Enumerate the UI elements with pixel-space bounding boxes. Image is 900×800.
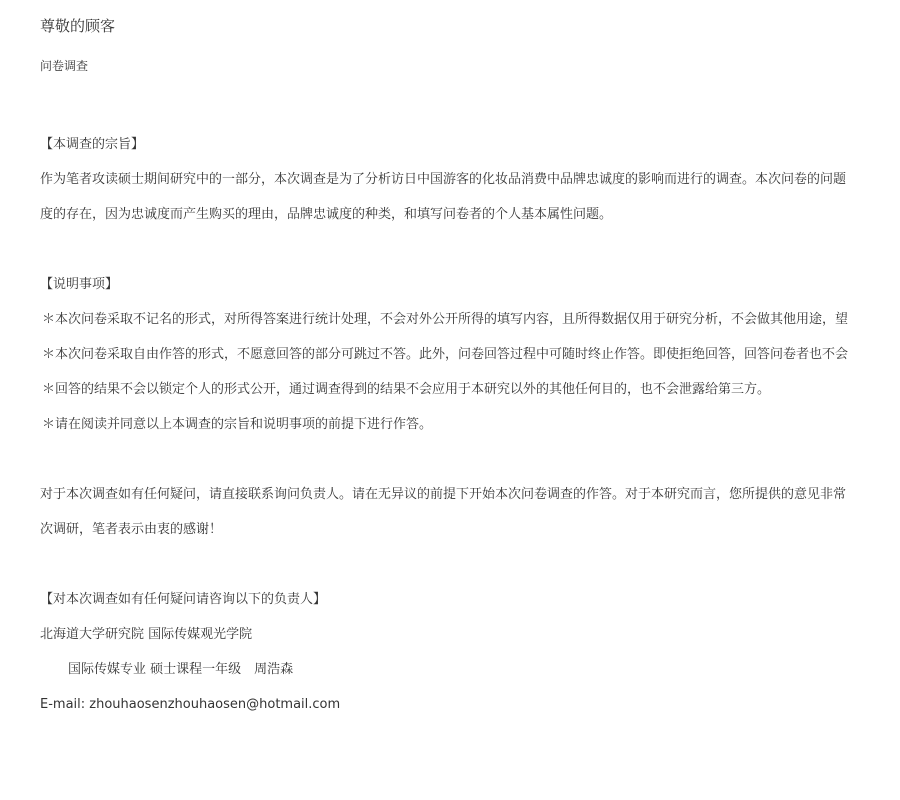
closing-text-line-1: 对于本次调查如有任何疑问，请直接联系询问负责人。请在无异议的前提下开始本次问卷调查的作答。对于本研究而言，您所提供的意见非常	[40, 487, 847, 502]
note-item-3: ＊回答的结果不会以锁定个人的形式公开，通过调查得到的结果不会应用于本研究以外的其他任何目的，也不会泄露给第三方。	[42, 382, 771, 397]
contact-school: 北海道大学研究院 国际传媒观光学院	[40, 627, 253, 642]
contact-email: E-mail: zhouhaosenzhouhaosen@hotmail.com	[40, 697, 341, 712]
contact-heading: 【对本次调查如有任何疑问请咨询以下的负责人】	[40, 592, 327, 607]
purpose-text-line-1: 作为笔者攻读硕士期间研究中的一部分，本次调查是为了分析访日中国游客的化妆品消费中品牌忠诚度的影响而进行的调查。本次问卷的问题	[40, 172, 847, 187]
note-item-2: ＊本次问卷采取自由作答的形式，不愿意回答的部分可跳过不答。此外，问卷回答过程中可随时终止作答。即使拒绝回答，回答问卷者也不会	[42, 347, 849, 362]
closing-text-line-2: 次调研，笔者表示由衷的感谢！	[40, 522, 223, 537]
note-item-1: ＊本次问卷采取不记名的形式，对所得答案进行统计处理，不会对外公开所得的填写内容，且所得数据仅用于研究分析，不会做其他用途，望	[42, 312, 849, 327]
note-item-4: ＊请在阅读并同意以上本调查的宗旨和说明事项的前提下进行作答。	[42, 417, 433, 432]
purpose-text-line-2: 度的存在，因为忠诚度而产生购买的理由，品牌忠诚度的种类，和填写问卷者的个人基本属性问题。	[40, 207, 613, 222]
survey-subtitle: 问卷调查	[40, 59, 89, 73]
survey-letter	[40, 0, 900, 800]
purpose-heading: 【本调查的宗旨】	[40, 137, 145, 152]
greeting-heading: 尊敬的顾客	[40, 17, 116, 35]
notes-heading: 【说明事项】	[40, 277, 119, 292]
contact-person: 国际传媒专业 硕士课程一年级 周浩森	[68, 662, 294, 677]
